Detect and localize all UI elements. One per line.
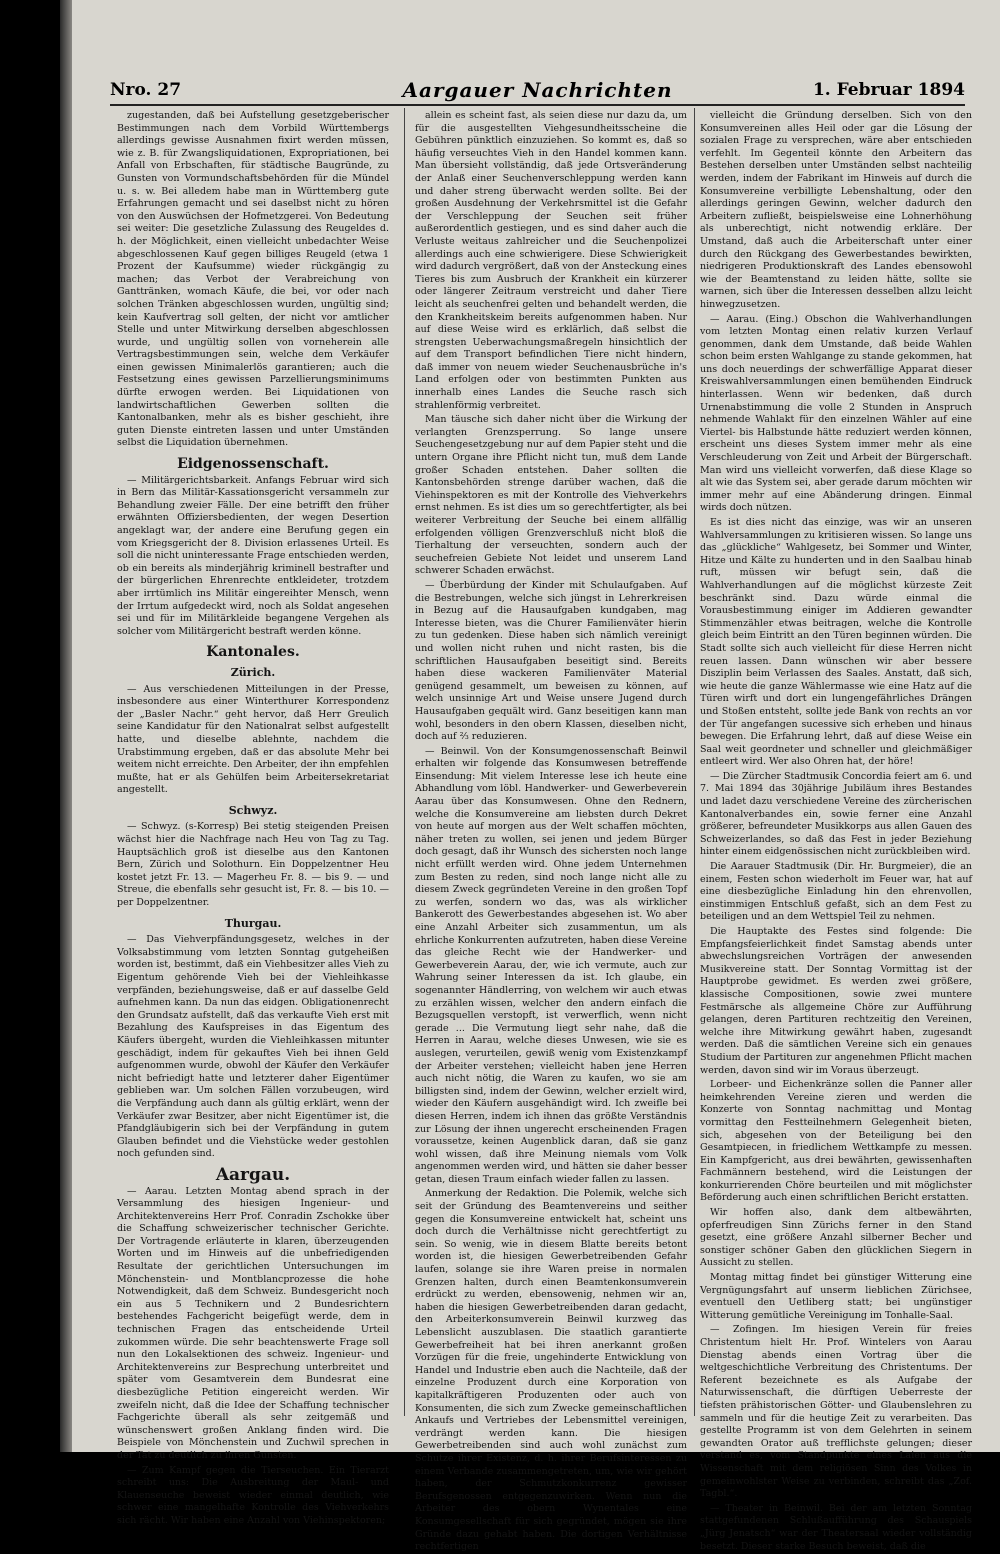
issue-date: 1. Februar 1894 bbox=[812, 80, 965, 100]
article-paragraph: Die Aarauer Stadtmusik (Dir. Hr. Burgmeier), die an einem, Festen schon wiederholt im Feuer war, hat auf eine diesbezügliche Einladung hin den ehrenvollen, einstimmigen Entschluß gefaßt, sich an dem Fest zu beteiligen und an dem Wettspiel Teil zu nehmen. bbox=[700, 861, 972, 923]
article-paragraph: — Aarau. Letzten Montag abend sprach in der Versammlung des hiesigen Ingenieur- und Architektenvereins Herr Prof. Conradin Zschokke über die Schaffung schweizerischer technischer Gerichte. Der Vortragende erläuterte in klaren, überzeugenden Worten und im Hinweis auf die unbefriedigenden Resultate der gerichtlichen Untersuchungen im Mönchenstein- und Montblancprozesse die hohe Notwendigkeit, daß dem Schweiz. Bundesgericht noch ein aus 5 Technikern und 2 Bundesrichtern bestehendes Fachgericht beigefügt werde, dem in technischen Fragen das entscheidende Urteil zukommen würde. Die sehr beachtenswerte Frage soll nun den Lokalsektionen des schweiz. Ingenieur- und Architektenvereins zur Besprechung unterbreitet und später vom Gesamtverein dem Bundesrat eine diesbezügliche Petition eingereicht werden. Wir zweifeln nicht, daß die Idee der Schaffung technischer Fachgerichte überall als sehr zeitgemäß und wünschenswert großen Anklang finden wird. Die Beispiele von Mönchenstein und Zuchwil sprechen in der Tat zu deutlich zu ihren Gunsten. bbox=[117, 1185, 389, 1461]
article-paragraph: Man täusche sich daher nicht über die Wirkung der verlangten Grenzsperrung. So lange unsere Seuchengesetzgebung nur auf dem Papier steht und die untern Organe ihre Pflicht nicht tun, muß dem Lande großer Schaden entstehen. Daher sollten die Kantonsbehörden strenge darüber wachen, daß die Viehinspektoren es mit der Kontrolle des Viehverkehrs ernst nehmen. Es ist dies um so gerechtfertigter, als bei weiterer Verbreitung der Seuche bei einem allfällig erfolgenden völligen Grenzverschluß nicht bloß die Tierhaltung der verseuchten, sondern auch der seuchefreien Gebiete Not leidet und unserem Land schwerer Schaden erwächst. bbox=[415, 414, 687, 577]
article-paragraph: vielleicht die Gründung derselben. Sich von den Konsumvereinen alles Heil oder gar die Lösung der sozialen Frage zu versprechen, wäre aber entschieden verfehlt. Im Gegenteil könnte den Arbeitern das Bestehen derselben unter Umständen selbst nachteilig werden, indem der Fabrikant im Hinweis auf durch die Konsumvereine verbilligte Lebenshaltung, oder den allerdings geringen Gewinn, welcher dadurch den Arbeitern zufließt, beispielsweise eine Lohnerhöhung als unberechtigt, nicht notwendig erkläre. Der Umstand, daß auch die Arbeiterschaft unter einer durch den Rückgang des Gewerbestandes bewirkten, niedrigeren Produktionskraft des Landes ebensowohl wie der Beamtenstand zu leiden hätte, sollte sie warnen, sich über die Interessen desselben allzu leicht hinwegzusetzen. bbox=[700, 110, 972, 310]
issue-number: Nro. 27 bbox=[110, 80, 182, 100]
section-heading: Zürich. bbox=[230, 665, 276, 679]
column-right bbox=[700, 110, 972, 1552]
masthead bbox=[110, 80, 965, 102]
page-binding-edge bbox=[60, 0, 72, 1452]
section-heading: Schwyz. bbox=[228, 803, 278, 817]
article-paragraph: — Aus verschiedenen Mitteilungen in der Presse, insbesondere aus einer Winterthurer Korrespondenz der „Basler Nachr.“ geht hervor, daß Herr Greulich seine Kandidatur für den Nationalrat selbst aufgestellt hatte, und dieselbe ablehnte, nachdem die Urabstimmung ergeben, daß er das absolute Mehr bei weitem nicht erreichte. Den Arbeiter, der ihn empfehlen mußte, hat er als Gehülfen beim Arbeitersekretariat angestellt. bbox=[117, 683, 389, 796]
article-paragraph: Die Hauptakte des Festes sind folgende: Die Empfangsfeierlichkeit findet Samstag abends unter abwechslungsreichen Vorträgen der anwesenden Musikvereine statt. Der Sonntag Vormittag ist der Hauptprobe gewidmet. Es werden zwei größere, klassische Compositionen, sowie zwei muntere Festmärsche als allgemeine Chöre zur Aufführung gelangen, deren Partituren rechtzeitig den Vereinen, welche ihre Mitwirkung gewährt haben, zugesandt werden. Daß die sämtlichen Vereine sich ein genaues Studium der Partituren zur angenehmen Pflicht machen werden, davon sind wir im Voraus überzeugt. bbox=[700, 926, 972, 1076]
article-paragraph: Montag mittag findet bei günstiger Witterung eine Vergnügungsfahrt auf unserm lieblichen Zürichsee, eventuell den Uetliberg statt; bei ungünstiger Witterung gemütliche Vereinigung im Tonhalle-Saal. bbox=[700, 1272, 972, 1321]
article-paragraph: Anmerkung der Redaktion. Die Polemik, welche sich seit der Gründung des Beamtenvereins und seither gegen die Konsumvereine entwickelt hat, scheint uns doch durch die Verhältnisse nicht gerechtfertigt zu sein. So wenig, wie in diesem Blatte bereits betont worden ist, die hiesigen Gewerbetreibenden Gefahr laufen, solange sie ihre Waren preise in normalen Grenzen halten, durch einen Beamtenkonsumverein erdrückt zu werden, ebensowenig, nehmen wir an, haben die hiesigen Gewerbetreibenden daran gedacht, den Arbeiterkonsumverein Beinwil kurzweg das Lebenslicht auszublasen. Die staatlich garantierte Gewerbefreiheit hat bei ihren anerkannt großen Vorzügen für die freie, ungehinderte Entwicklung von Handel und Industrie eben auch die Nachteile, daß der einzelne Produzent durch eine Korporation von kapitalkräftigeren Produzenten oder auch von Konsumenten, die sich zum Zwecke gemeinschaftlichen Ankaufs und Vertriebes der Lebensmittel vereinigen, verdrängt werden kann. Die hiesigen Gewerbetreibenden sind auch wohl zunächst zum Schutze ihrer Existenz, d. h. ihrer Berufsinteressen zu einem Verbande zusammengetreten, um, wie wir gehört haben, der Schmutzkonkurrenz gewisser Berufsgenossen entgegenzuwirken. Wenn nun die Arbeiter des obern Wynentales eine Konsumgesellschaft für sich gegründet, mögen sie ihre Gründe dazu gehabt haben. Die dortigen Verhältnisse rechtfertigen bbox=[415, 1188, 687, 1553]
article-paragraph: — Aarau. (Eing.) Obschon die Wahlverhandlungen vom letzten Montag einen relativ kurzen Verlauf genommen, dank dem Umstande, daß beide Wahlen schon beim ersten Wahlgange zu stande gekommen, hat uns doch neuerdings der schwerfällige Apparat dieser Kreiswahlversammlungen einen bemühenden Eindruck hinterlassen. Wenn wir bedenken, daß durch Urnenabstimmung die volle 2 Stunden in Anspruch nehmende Wahlakt für den einzelnen Wähler auf eine Viertel- bis Halbstunde hätte reduziert werden können, erscheint uns dieses System immer mehr als eine Verschleuderung von Zeit und Arbeit der Bürgerschaft. Man wird uns vielleicht vorwerfen, daß diese Klage so alt wie das System sei, aber gerade darum möchten wir immer mehr auf eine Abänderung dringen. Einmal wirds doch nützen. bbox=[700, 313, 972, 514]
column-divider bbox=[694, 108, 695, 1416]
article-paragraph: — Zum Kampf gegen die Tierseuchen. Ein Tierarzt schreibt uns: Die Ausbreitung der Maul- und Klauenseuche beweist wieder einmal deutlich, wie schwer eine mangelhafte Kontrolle des Viehverkehrs sich rächt. Wir haben eine Anzahl von Viehinspektoren; bbox=[117, 1464, 389, 1526]
article-paragraph: zugestanden, daß bei Aufstellung gesetzgeberischer Bestimmungen nach dem Vorbild Württembergs allerdings gewisse Ausnahmen fixirt werden müssen, wie z. B. für Zwangsliquidationen, Expropriationen, bei Anfall von Erbschaften, für städtische Baugründe, zu Gunsten von Vormundschaftsbehörden für die Mündel u. s. w. Bei alledem habe man in Württemberg gute Erfahrungen gemacht und sei daselbst nicht zu hören von den Auswüchsen der Hofmetzgerei. Von Bedeutung sei weiter: Die gesetzliche Zulassung des Reugeldes d. h. der Möglichkeit, einen vielleicht unbedachter Weise abgeschlossenen Kauf gegen billiges Reugeld (etwa 1 Prozent der Kaufsumme) wieder rückgängig zu machen; das Verbot der Verabreichung von Ganttränken, womach Käufe, die bei, vor oder nach solchen Tränken abgeschlossen wurden, ungültig sind; kein Kaufvertrag soll gelten, der nicht vor amtlicher Stelle und unter Mitwirkung derselben abgeschlossen wurde, und ungültig sollen von vorneherein alle Vertragsbestimmungen sein, welche dem Verkäufer einen gewissen Minimalerlös garantieren; auch die Festsetzung eines gewissen Parzellierungsminimums dürfte erwogen werden. Bei Liquidationen von landwirtschaftlichen Gewerben sollten die Kantonalbanken, mehr als es bisher geschieht, ihre guten Dienste eintreten lassen und unter Umständen selbst die Liquidation übernehmen. bbox=[117, 110, 389, 449]
article-paragraph: — Theater in Beinwil. Bei der am letzten Sonntag stattgefundenen Schlußaufführung des Schauspiels „Jürg Jenatsch“ war der Theatersaal wieder vollständig besetzt. Dieser starke Besuch beweist, daß die bbox=[700, 1502, 972, 1552]
article-paragraph: — Überbürdung der Kinder mit Schulaufgaben. Auf die Bestrebungen, welche sich jüngst in Lehrerkreisen in Bezug auf die Hausaufgaben kundgaben, mag Interesse bieten, was die Churer Familienväter hierin zu tun gedenken. Diese haben sich nämlich vereinigt und wollen nicht ruhen und nicht rasten, bis die schriftlichen Hausaufgaben beseitigt sind. Bereits haben diese wackeren Familienväter Material genügend gesammelt, um beweisen zu können, auf welch unsinnige Art und Weise unsere Jugend durch Hausaufgaben gequält wird. Ganz beseitigen kann man wohl, besonders in den obern Klassen, dieselben nicht, doch auf ⅔ reduzieren. bbox=[415, 579, 687, 743]
article-paragraph: — Die Zürcher Stadtmusik Concordia feiert am 6. und 7. Mai 1894 das 30jährige Jubiläum ihres Bestandes und ladet dazu verschiedene Vereine des zürcherischen Kantonalverbandes ein, sowie ferner eine Anzahl größerer, befreundeter Musikkorps aus allen Gauen des Schweizerlandes, so daß das Fest in jeder Beziehung hinter einem eidgenössischen nicht zurückbleiben wird. bbox=[700, 770, 972, 858]
article-paragraph: — Beinwil. Von der Konsumgenossenschaft Beinwil erhalten wir folgende das Konsumwesen betreffende Einsendung: Mit vielem Interesse lese ich heute eine Abhandlung vom löbl. Handwerker- und Gewerbeverein Aarau über das Konsumwesen. Ohne den Rednern, welche die Konsumvereine am liebsten durch Dekret von heute auf morgen aus der Welt schaffen möchten, näher treten zu wollen, sei jenen und jedem Bürger doch gesagt, daß ihr Wunsch des sichersten noch lange nicht erfüllt werden wird. Ohne jedem Unternehmen zum Besten zu reden, sind noch lange nicht alle zu diesem Zweck gegründeten Vereine in den großen Topf zu werfen, sondern wo das, was als wirklicher Bankerott des Gewerbestandes abgesehen ist. Wo aber eine Anzahl Arbeiter sich zusammentun, um als ehrliche Konkurrenten aufzutreten, haben diese Vereine das gleiche Recht wie der Handwerker- und Gewerbeverein Aarau, der, wie ich vermute, auch zur Wahrung seiner Interessen da ist. Ich glaube, ein sogenannter Händlerring, von welchem wir auch etwas zu erzählen wissen, welcher den andern einfach die Bezugsquellen verstopft, ist verwerflich, wenn nicht gerade ... Die Vermutung liegt sehr nahe, daß die Herren in Aarau, welche dieses Unwesen, wie sie es auslegen, verurteilen, gewiß wenig vom Existenzkampf der Arbeiter verstehen; vielleicht haben jene Herren auch nicht nötig, die Waren zu kaufen, wo sie am billigsten sind, indem der Gewinn, welcher erzielt wird, wieder den Käufern ausgehändigt wird. Ich zweifle bei diesen Herren, indem ich ihnen das größte Verständnis zur Lösung der ihnen ungerecht erscheinenden Fragen voraussetze, keinen Augenblick daran, daß sie ganz wohl wissen, daß ihre Meinung niemals vom Volk angenommen werden wird, und hätten sie daher besser getan, diesen Traum einfach wieder fallen zu lassen. bbox=[415, 745, 687, 1185]
article-paragraph: Lorbeer- und Eichenkränze sollen die Panner aller heimkehrenden Vereine zieren und werden die Konzerte von Sonntag nachmittag und Montag vormittag den Festteilnehmern Gelegenheit bieten, sich, abgesehen von der Beteiligung bei den Gesamtpiecen, in friedlichem Wettkampfe zu messen. Ein Kampfgericht, aus drei bewährten, gewissenhaften Fachmännern bestehend, wird die Leistungen der konkurrierenden Chöre beurteilen und mit möglichster Beförderung auch einen schriftlichen Bericht erstatten. bbox=[700, 1079, 972, 1204]
section-heading: Eidgenossenschaft. bbox=[177, 456, 329, 473]
section-heading: Kantonales. bbox=[206, 644, 300, 661]
column-divider bbox=[404, 108, 405, 1416]
article-paragraph: — Militärgerichtsbarkeit. Anfangs Februar wird sich in Bern das Militär-Kassationsgericht versammeln zur Behandlung zweier Fälle. Der eine betrifft den früher erwähnten Offiziersbedienten, der wegen Desertion angeklagt war, der andere eine Berufung gegen ein vom Kriegsgericht der 8. Division erlassenes Urteil. Es soll die nicht uninteressante Frage entschieden werden, ob ein bereits als minderjährig kriminell bestrafter und der bürgerlichen Ehrenrechte entkleideter, trotzdem aber irrtümlich ins Militär eingereihter Mensch, wenn der Irrtum aufgedeckt wird, noch als Soldat angesehen sei und für im Militärkleide begangene Vergehen als solcher vom Militärgericht bestraft werden könne. bbox=[117, 474, 389, 637]
article-paragraph: — Zofingen. Im hiesigen Verein für freies Christentum hielt Hr. Prof. Wintelers von Aarau Dienstag abends einen Vortrag über die weltgeschichtliche Verbreitung des Christentums. Der Referent bezeichnete es als Aufgabe der Naturwissenschaft, die dürftigen Ueberreste der tiefsten prähistorischen Götter- und Glaubenslehren zu sammeln und für die heutige Zeit zu verarbeiten. Das gestellte Programm ist von dem Gelehrten in seinem gewandten Orator auß trefflichste gelungen; dieser verstand es, vom Standpunkte eines Laien aus die Wissenschaft mit dem religiösen Sinn des Volkes in gemeinwohlster Weise zu verbinden, schreibt das „Zof. Tagbl.“. bbox=[700, 1324, 972, 1500]
article-paragraph: — Das Viehverpfändungsgesetz, welches in der Volksabstimmung vom letzten Sonntag gutgeheißen worden ist, bestimmt, daß ein Viehbesitzer alles Vieh zu Eigentum gehörende Vieh bei der Viehleihkasse verpfänden, beziehungsweise, daß er auf dasselbe Geld aufnehmen kann. Da nun das eidgen. Obligationenrecht den Grundsatz aufstellt, daß das verkaufte Vieh erst mit Bezahlung des Kaufspreises in das Eigentum des Käufers übergeht, wurden die Viehleihkassen mitunter geschädigt, indem für gekauftes Vieh bei ihnen Geld aufgenommen wurde, obwohl der Käufer den Verkäufer nicht befriedigt hatte und letzterer daher Eigentümer geblieben war. Um solchen Fällen vorzubeugen, wird die Verpfändung auch dann als gültig erklärt, wenn der Verkäufer zwar Besitzer, aber nicht Eigentümer ist, die Pfandgläubigerin sich bei der Verpfändung in gutem Glauben befindet und die Viehstücke weder gestohlen noch gefunden sind. bbox=[117, 934, 389, 1160]
masthead-rule bbox=[110, 104, 965, 106]
article-paragraph: allein es scheint fast, als seien diese nur dazu da, um für die ausgestellten Viehgesundheitsscheine die Gebühren pünktlich einzuziehen. So kommt es, daß so häufig verseuchtes Vieh in den Handel kommen kann. Man übersieht vollständig, daß jede Ortsveränderung der Anlaß einer Seuchenverschleppung werden kann und daher streng überwacht werden sollte. Bei der großen Ausdehnung der Verkehrsmittel ist die Gefahr der Verschleppung der Seuchen seit früher außerordentlich gestiegen, und es sind daher auch die Verluste weitaus zahlreicher und die Seuchenpolizei allerdings auch eine schwierigere. Diese Schwierigkeit wird dadurch vergrößert, daß von der Ansteckung eines Tieres bis zum Ausbruch der Krankheit ein kürzerer oder längerer Zeitraum verstreicht und daher Tiere leicht als seuchenfrei gelten und behandelt werden, die den Krankheitskeim bereits aufgenommen haben. Nur auf diese Weise wird es erklärlich, daß selbst die strengsten Ueberwachungsmaßregeln hinsichtlich der auf dem Transport befindlichen Tiere nicht hindern, daß immer von neuem wieder Seuchenausbrüche in's Land erfolgen oder von bestimmten Punkten aus innerhalb eines Landes die Seuche rasch sich strahlenförmig verbreitet. bbox=[415, 110, 687, 411]
newspaper-title: Aargauer Nachrichten bbox=[402, 78, 673, 102]
column-left bbox=[117, 110, 389, 1526]
article-paragraph: Wir hoffen also, dank dem altbewährten, opferfreudigen Sinn Zürichs ferner in den Stand gesetzt, eine größere Anzahl silberner Becher und sonstiger schöner Gaben den glücklichen Siegern in Aussicht zu stellen. bbox=[700, 1207, 972, 1269]
article-paragraph: — Schwyz. (s-Korresp) Bei stetig steigenden Preisen wächst hier die Nachfrage nach Heu von Tag zu Tag. Hauptsächlich groß ist dieselbe aus den Kantonen Bern, Zürich und Solothurn. Ein Doppelzentner Heu kostet jetzt Fr. 13. — Magerheu Fr. 8. — bis 9. — und Streue, die ebenfalls sehr gesucht ist, Fr. 8. — bis 10. — per Doppelzentner. bbox=[117, 821, 389, 909]
column-middle bbox=[415, 110, 687, 1553]
section-heading: Aargau. bbox=[215, 1164, 291, 1185]
section-heading: Thurgau. bbox=[224, 916, 282, 930]
article-paragraph: Es ist dies nicht das einzige, was wir an unseren Wahlversammlungen zu kritisieren wissen. So lange uns das „glückliche“ Wahlgesetz, bei Sommer und Winter, Hitze und Kälte zu hunderten und in den Saalbau hinab ruft, müssen wir befugt sein, daß die Wahlverhandlungen auf die möglichst kürzeste Zeit beschränkt sind. Dazu würde einmal die Vorausbestimmung einiger im Addieren gewandter Stimmenzähler etwas beitragen, welche die Kontrolle gleich beim Eintritt an den Türen beginnen würden. Die Stadt sollte sich auch vielleicht für diese Herren nicht reuen lassen. Dann wünschen wir aber bessere Disziplin beim Verlassen des Saales. Anstatt, daß sich, wie heute die ganze Wählermasse wie eine Hatz auf die Türen wirft und dort ein lungengefährliches Drängen und Stoßen entsteht, sollte jede Bank von rechts an vor der Tür angefangen sucessive sich erheben und hinaus bewegen. Die Erfahrung lehrt, daß auf diese Weise ein Saal weit geordneter und schneller und gleichmäßiger entleert wird. Wer also Ohren hat, der höre! bbox=[700, 517, 972, 768]
